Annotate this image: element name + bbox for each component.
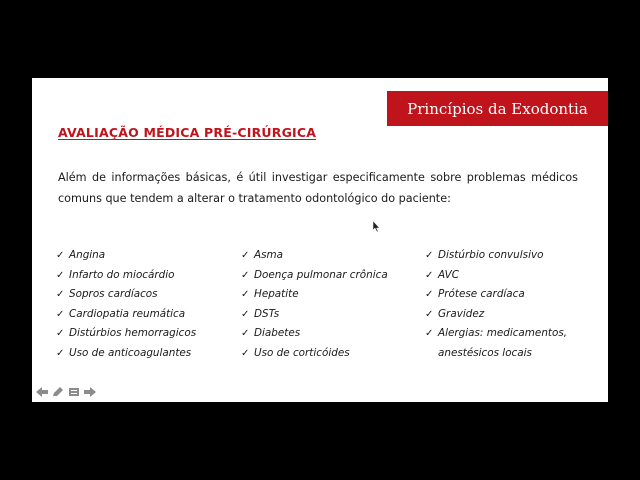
list-item: ✓ Doença pulmonar crônica (241, 266, 388, 286)
check-icon: ✓ (425, 250, 434, 261)
list-item: ✓ Distúrbios hemorragicos (56, 324, 196, 344)
section-heading: AVALIAÇÃO MÉDICA PRÉ-CIRÚRGICA (58, 125, 317, 140)
list-item: ✓ Alergias: medicamentos, (425, 324, 567, 344)
list-item: ✓ Sopros cardíacos (56, 285, 196, 305)
check-icon: ✓ (241, 328, 250, 339)
check-icon: ✓ (425, 308, 434, 320)
list-item: ✓ Uso de anticoagulantes (56, 344, 196, 364)
condition-list-2 (241, 246, 388, 363)
check-icon: ✓ (56, 269, 65, 281)
list-item: ✓ Cardiopatia reumática (56, 305, 196, 325)
slide-title-banner: Princípios da Exodontia (387, 91, 608, 126)
list-item-continuation: anestésicos locais (438, 346, 532, 359)
list-item: ✓ Infarto do miocárdio (56, 266, 196, 286)
check-icon: ✓ (241, 347, 250, 359)
intro-paragraph: Além de informações básicas, é útil investigar especificamente sobre problemas médicos comuns que tendem a alterar o tratamento odontológico do paciente: (58, 171, 578, 205)
list-item: ✓ DSTs (241, 305, 388, 325)
check-icon: ✓ (56, 250, 65, 261)
condition-list-3 (425, 246, 567, 363)
slide-nav-controls (35, 387, 97, 399)
list-item: ✓ Uso de corticóides (241, 344, 388, 364)
list-item: ✓ Asma (241, 246, 388, 266)
check-icon: ✓ (425, 269, 434, 281)
list-item: ✓ Gravidez (425, 305, 567, 325)
check-icon: ✓ (241, 308, 250, 320)
list-item: ✓ Prótese cardíaca (425, 285, 567, 305)
check-icon: ✓ (56, 347, 65, 359)
check-icon: ✓ (425, 289, 434, 300)
menu-icon[interactable] (67, 387, 81, 399)
check-icon: ✓ (241, 269, 250, 281)
list-item: ✓ Diabetes (241, 324, 388, 344)
check-icon: ✓ (56, 328, 65, 339)
presentation-slide (32, 78, 608, 402)
check-icon: ✓ (56, 289, 65, 300)
arrow-left-icon[interactable] (35, 387, 49, 399)
arrow-right-icon[interactable] (83, 387, 97, 399)
list-item: ✓ AVC (425, 266, 567, 286)
check-icon: ✓ (241, 289, 250, 300)
mouse-cursor-icon (373, 221, 381, 232)
list-item: ✓ Hepatite (241, 285, 388, 305)
list-item: ✓ Distúrbio convulsivo (425, 246, 567, 266)
condition-list-1 (56, 246, 196, 363)
check-icon: ✓ (425, 328, 434, 339)
list-item: ✓ Angina (56, 246, 196, 266)
check-icon: ✓ (241, 250, 250, 261)
check-icon: ✓ (56, 308, 65, 320)
pen-icon[interactable] (51, 387, 65, 399)
